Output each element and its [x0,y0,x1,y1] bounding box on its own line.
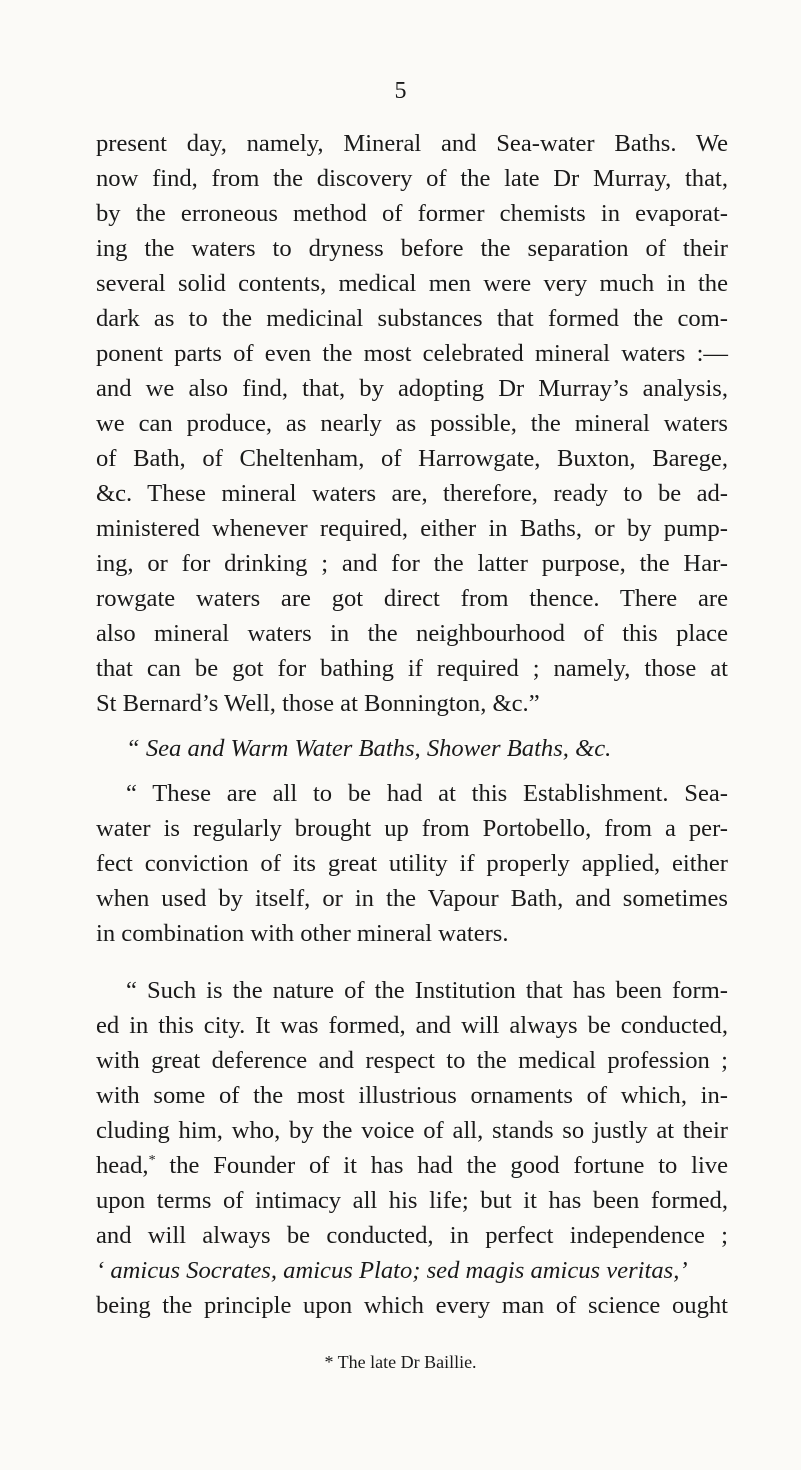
text-line: of Bath, of Cheltenham, of Harrowgate, Buxton, Barege, [96,445,728,472]
text-line: “ These are all to be had at this Establishment. Sea- [126,780,728,807]
text-line: water is regularly brought up from Portobello, from a per- [96,815,728,842]
text-line: upon terms of intimacy all his life; but it has been formed, [96,1187,728,1214]
text-fragment: head, [96,1152,149,1179]
section-heading: “ Sea and Warm Water Baths, Shower Baths, &c. [126,735,612,762]
page-number: 5 [394,78,407,104]
text-line: in combination with other mineral waters. [96,920,509,947]
text-fragment: the Founder of it has had the good fortune to live [155,1152,728,1179]
paragraph-3 [96,973,728,1323]
text-line: fect conviction of its great utility if properly applied, either [96,850,728,877]
text-line: present day, namely, Mineral and Sea-water Baths. We [96,130,728,157]
text-line: several solid contents, medical men were very much in the [96,270,728,297]
text-line: ponent parts of even the most celebrated mineral waters :— [96,340,728,367]
latin-quote-text: ‘ amicus Socrates, amicus Plato; sed magis amicus veritas,’ [96,1257,688,1284]
text-line: now find, from the discovery of the late Dr Murray, that, [96,165,728,192]
footnote-reference: * [148,1152,156,1168]
text-line: ing, or for drinking ; and for the latter purpose, the Har- [96,550,728,577]
paragraph-1 [96,126,728,721]
text-line: and we also find, that, by adopting Dr Murray’s analysis, [96,375,728,402]
text-line: cluding him, who, by the voice of all, stands so justly at their [96,1117,728,1144]
text-line: by the erroneous method of former chemists in evaporat- [96,200,728,227]
latin-quote [96,1253,728,1288]
text-line: and will always be conducted, in perfect independence ; [96,1222,728,1249]
text-line: that can be got for bathing if required ; namely, those at [96,655,728,682]
footnote: * The late Dr Baillie. [324,1352,477,1372]
text-line: being the principle upon which every man of science ought [96,1292,728,1319]
text-line: with great deference and respect to the medical profession ; [96,1047,728,1074]
text-line [96,1148,728,1183]
text-line: when used by itself, or in the Vapour Bath, and sometimes [96,885,728,912]
paragraph-2 [96,776,728,951]
text-line: ed in this city. It was formed, and will always be conducted, [96,1012,728,1039]
text-line: with some of the most illustrious ornaments of which, in- [96,1082,728,1109]
text-line: rowgate waters are got direct from thence. There are [96,585,728,612]
text-line: also mineral waters in the neighbourhood of this place [96,620,728,647]
body-text [96,126,728,1323]
text-line: dark as to the medicinal substances that formed the com- [96,305,728,332]
text-line: &c. These mineral waters are, therefore, ready to be ad- [96,480,728,507]
text-line: ministered whenever required, either in Baths, or by pump- [96,515,728,542]
text-line: ing the waters to dryness before the separation of their [96,235,728,262]
text-line: we can produce, as nearly as possible, the mineral waters [96,410,728,437]
text-line: “ Such is the nature of the Institution that has been form- [126,977,728,1004]
text-line: St Bernard’s Well, those at Bonnington, &c.” [96,690,540,717]
